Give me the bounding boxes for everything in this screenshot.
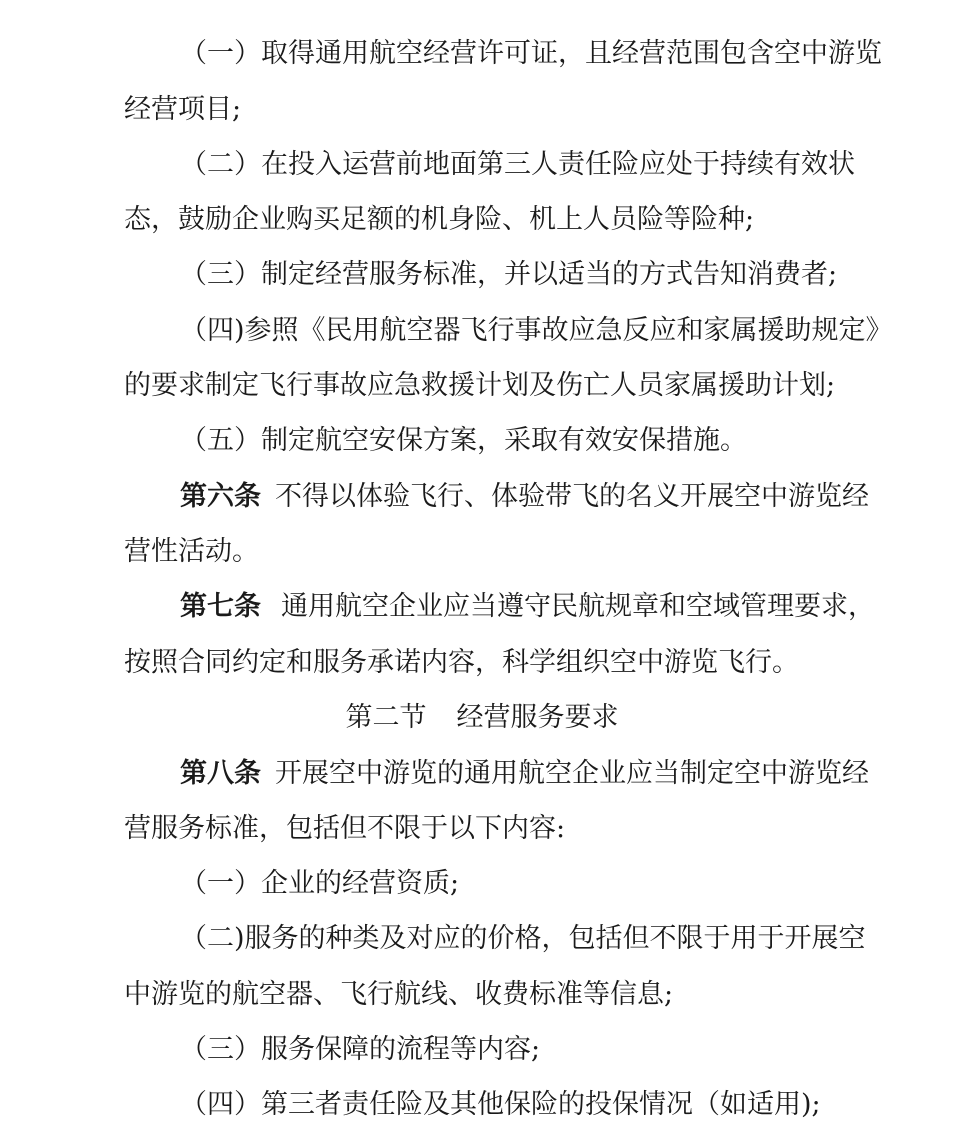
article-7-label: 第七条 [180,591,261,622]
article-8-line [180,756,906,792]
paragraph-line: （二）在投入运营前地面第三人责任险应处于持续有效状 [180,149,855,180]
paragraph-line: （三）制定经营服务标准，并以适当的方式告知消费者; [180,259,838,290]
paragraph-line: 经营项目; [124,94,242,125]
paragraph-line: （五）制定航空安保方案，采取有效安保措施。 [180,425,747,456]
paragraph-line: 的要求制定飞行事故应急救援计划及伤亡人员家属援助计划; [124,370,836,401]
paragraph-line: （一）企业的经营资质; [180,868,460,899]
paragraph-line: （二)服务的种类及对应的价格，包括但不限于用于开展空 [180,923,866,954]
paragraph-line: 营服务标准，包括但不限于以下内容: [124,813,566,844]
section-title: 经营服务要求 [456,702,619,733]
article-6-line [180,479,906,515]
article-8-label: 第八条 [180,758,261,789]
article-7-text: 通用航空企业应当遵守民航规章和空域管理要求， [281,591,875,622]
section-number: 第二节 [345,702,427,733]
article-8-text: 开展空中游览的通用航空企业应当制定空中游览经 [275,758,869,789]
article-6-label: 第六条 [180,481,261,512]
paragraph-line: 营性活动。 [124,536,259,567]
paragraph-line: 态，鼓励企业购买足额的机身险、机上人员险等险种; [124,204,755,235]
article-7-line [180,589,906,625]
paragraph-line: 中游览的航空器、飞行航线、收费标准等信息; [124,979,674,1010]
paragraph-line: （三）服务保障的流程等内容; [180,1034,541,1065]
paragraph-line: （一）取得通用航空经营许可证，且经营范围包含空中游览 [180,38,882,69]
paragraph-line: （四）第三者责任险及其他保险的投保情况（如适用); [180,1089,821,1120]
paragraph-line: （四)参照《民用航空器飞行事故应急反应和家属援助规定》 [180,315,893,346]
paragraph-line: 按照合同约定和服务承诺内容，科学组织空中游览飞行。 [124,647,799,678]
section-heading [0,700,964,736]
article-6-text: 不得以体验飞行、体验带飞的名义开展空中游览经 [275,481,869,512]
